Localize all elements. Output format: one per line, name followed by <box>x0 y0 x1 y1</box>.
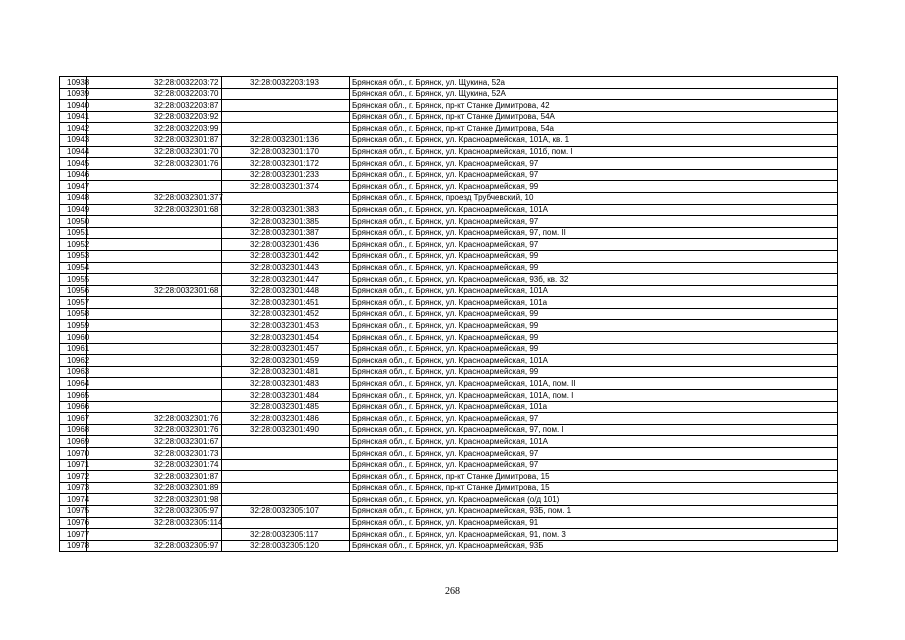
row-number-cell: 10969 <box>60 436 87 448</box>
address-cell: Брянская обл., г. Брянск, ул. Красноармейская, 91, пом. 3 <box>350 529 838 541</box>
address-cell: Брянская обл., г. Брянск, ул. Красноармейская, 99 <box>350 308 838 320</box>
cadastral-number-cell: 32:28:0032301:76 <box>87 158 222 170</box>
table-body <box>60 77 838 552</box>
related-cadastral-number-cell: 32:28:0032301:481 <box>222 366 350 378</box>
cadastral-number-cell <box>87 401 222 413</box>
related-cadastral-number-cell <box>222 459 350 471</box>
related-cadastral-number-cell <box>222 471 350 483</box>
row-number-cell: 10970 <box>60 448 87 460</box>
row-number-cell: 10952 <box>60 239 87 251</box>
related-cadastral-number-cell: 32:28:0032301:172 <box>222 158 350 170</box>
row-number-cell: 10948 <box>60 192 87 204</box>
cadastral-number-cell <box>87 320 222 332</box>
related-cadastral-number-cell: 32:28:0032301:457 <box>222 343 350 355</box>
table-row <box>60 540 838 552</box>
table-row <box>60 169 838 181</box>
related-cadastral-number-cell: 32:28:0032301:387 <box>222 227 350 239</box>
row-number-cell: 10947 <box>60 181 87 193</box>
address-cell: Брянская обл., г. Брянск, ул. Красноармейская, 99 <box>350 320 838 332</box>
address-cell: Брянская обл., г. Брянск, ул. Красноармейская, 101б, пом. I <box>350 146 838 158</box>
cadastral-number-cell <box>87 169 222 181</box>
row-number-cell: 10976 <box>60 517 87 529</box>
table-row <box>60 529 838 541</box>
related-cadastral-number-cell: 32:28:0032301:484 <box>222 390 350 402</box>
row-number-cell: 10974 <box>60 494 87 506</box>
address-cell: Брянская обл., г. Брянск, ул. Красноармейская, 97 <box>350 459 838 471</box>
table-row <box>60 158 838 170</box>
address-cell: Брянская обл., г. Брянск, ул. Красноармейская, 101а <box>350 401 838 413</box>
address-cell: Брянская обл., г. Брянск, ул. Красноармейская, 97 <box>350 448 838 460</box>
table-row <box>60 413 838 425</box>
cadastral-number-cell <box>87 297 222 309</box>
address-cell: Брянская обл., г. Брянск, ул. Красноармейская, 101А <box>350 285 838 297</box>
cadastral-number-cell <box>87 227 222 239</box>
address-cell: Брянская обл., г. Брянск, ул. Щукина, 52а <box>350 77 838 89</box>
address-cell: Брянская обл., г. Брянск, ул. Красноармейская, 101А <box>350 355 838 367</box>
cadastral-number-cell: 32:28:0032301:70 <box>87 146 222 158</box>
related-cadastral-number-cell: 32:28:0032301:448 <box>222 285 350 297</box>
table-row <box>60 436 838 448</box>
row-number-cell: 10964 <box>60 378 87 390</box>
address-cell: Брянская обл., г. Брянск, ул. Красноармейская, 99 <box>350 332 838 344</box>
address-cell: Брянская обл., г. Брянск, ул. Красноармейская, 99 <box>350 366 838 378</box>
address-cell: Брянская обл., г. Брянск, пр-кт Станке Димитрова, 42 <box>350 100 838 112</box>
cadastral-number-cell: 32:28:0032301:98 <box>87 494 222 506</box>
row-number-cell: 10945 <box>60 158 87 170</box>
table-row <box>60 424 838 436</box>
row-number-cell: 10967 <box>60 413 87 425</box>
address-cell: Брянская обл., г. Брянск, пр-кт Станке Димитрова, 54А <box>350 111 838 123</box>
table-row <box>60 517 838 529</box>
table-row <box>60 146 838 158</box>
related-cadastral-number-cell <box>222 192 350 204</box>
cadastral-number-cell: 32:28:0032305:97 <box>87 540 222 552</box>
table-row <box>60 494 838 506</box>
table-row <box>60 401 838 413</box>
table-row <box>60 343 838 355</box>
table-row <box>60 192 838 204</box>
row-number-cell: 10977 <box>60 529 87 541</box>
cadastral-number-cell: 32:28:0032305:114 <box>87 517 222 529</box>
table-row <box>60 366 838 378</box>
cadastral-number-cell <box>87 308 222 320</box>
related-cadastral-number-cell: 32:28:0032301:443 <box>222 262 350 274</box>
related-cadastral-number-cell <box>222 100 350 112</box>
related-cadastral-number-cell <box>222 436 350 448</box>
row-number-cell: 10975 <box>60 505 87 517</box>
related-cadastral-number-cell: 32:28:0032301:233 <box>222 169 350 181</box>
related-cadastral-number-cell: 32:28:0032301:374 <box>222 181 350 193</box>
table-row <box>60 448 838 460</box>
table-row <box>60 262 838 274</box>
row-number-cell: 10958 <box>60 308 87 320</box>
related-cadastral-number-cell <box>222 448 350 460</box>
address-cell: Брянская обл., г. Брянск, ул. Красноармейская, 93б, кв. 32 <box>350 274 838 286</box>
table-row <box>60 297 838 309</box>
cadastral-number-cell: 32:28:0032301:76 <box>87 424 222 436</box>
row-number-cell: 10966 <box>60 401 87 413</box>
cadastral-number-cell <box>87 529 222 541</box>
row-number-cell: 10965 <box>60 390 87 402</box>
address-cell: Брянская обл., г. Брянск, ул. Красноармейская, 101А, пом. II <box>350 378 838 390</box>
related-cadastral-number-cell: 32:28:0032301:447 <box>222 274 350 286</box>
row-number-cell: 10941 <box>60 111 87 123</box>
table-row <box>60 332 838 344</box>
row-number-cell: 10957 <box>60 297 87 309</box>
address-cell: Брянская обл., г. Брянск, ул. Красноармейская, 101а <box>350 297 838 309</box>
address-cell: Брянская обл., г. Брянск, ул. Красноармейская, 101А, кв. 1 <box>350 134 838 146</box>
row-number-cell: 10978 <box>60 540 87 552</box>
cadastral-number-cell <box>87 181 222 193</box>
row-number-cell: 10939 <box>60 88 87 100</box>
table-row <box>60 471 838 483</box>
cadastral-number-cell <box>87 378 222 390</box>
related-cadastral-number-cell: 32:28:0032301:483 <box>222 378 350 390</box>
address-cell: Брянская обл., г. Брянск, ул. Красноармейская, 101А <box>350 436 838 448</box>
table-row <box>60 250 838 262</box>
row-number-cell: 10960 <box>60 332 87 344</box>
cadastral-number-cell <box>87 390 222 402</box>
row-number-cell: 10968 <box>60 424 87 436</box>
related-cadastral-number-cell: 32:28:0032301:436 <box>222 239 350 251</box>
related-cadastral-number-cell <box>222 123 350 135</box>
cadastral-number-cell: 32:28:0032301:68 <box>87 285 222 297</box>
address-cell: Брянская обл., г. Брянск, ул. Красноармейская, 97 <box>350 158 838 170</box>
row-number-cell: 10953 <box>60 250 87 262</box>
related-cadastral-number-cell: 32:28:0032301:170 <box>222 146 350 158</box>
row-number-cell: 10944 <box>60 146 87 158</box>
table-row <box>60 390 838 402</box>
cadastral-number-cell: 32:28:0032203:92 <box>87 111 222 123</box>
cadastral-number-cell: 32:28:0032301:67 <box>87 436 222 448</box>
address-cell: Брянская обл., г. Брянск, ул. Красноармейская, 99 <box>350 262 838 274</box>
cadastral-number-cell <box>87 262 222 274</box>
cadastral-number-cell <box>87 239 222 251</box>
address-cell: Брянская обл., г. Брянск, пр-кт Станке Димитрова, 54а <box>350 123 838 135</box>
table-row <box>60 378 838 390</box>
cadastral-number-cell: 32:28:0032301:87 <box>87 134 222 146</box>
address-cell: Брянская обл., г. Брянск, ул. Щукина, 52А <box>350 88 838 100</box>
row-number-cell: 10956 <box>60 285 87 297</box>
row-number-cell: 10959 <box>60 320 87 332</box>
table-row <box>60 239 838 251</box>
row-number-cell: 10962 <box>60 355 87 367</box>
address-cell: Брянская обл., г. Брянск, ул. Красноармейская, 93Б, пом. 1 <box>350 505 838 517</box>
row-number-cell: 10942 <box>60 123 87 135</box>
table-row <box>60 123 838 135</box>
row-number-cell: 10972 <box>60 471 87 483</box>
table-row <box>60 274 838 286</box>
related-cadastral-number-cell: 32:28:0032301:486 <box>222 413 350 425</box>
address-cell: Брянская обл., г. Брянск, пр-кт Станке Димитрова, 15 <box>350 482 838 494</box>
row-number-cell: 10971 <box>60 459 87 471</box>
row-number-cell: 10973 <box>60 482 87 494</box>
table-row <box>60 77 838 89</box>
related-cadastral-number-cell: 32:28:0032301:383 <box>222 204 350 216</box>
table-row <box>60 355 838 367</box>
table-row <box>60 459 838 471</box>
cadastral-number-cell: 32:28:0032301:87 <box>87 471 222 483</box>
row-number-cell: 10950 <box>60 216 87 228</box>
related-cadastral-number-cell <box>222 517 350 529</box>
related-cadastral-number-cell: 32:28:0032301:453 <box>222 320 350 332</box>
table-row <box>60 482 838 494</box>
cadastral-number-cell <box>87 250 222 262</box>
row-number-cell: 10963 <box>60 366 87 378</box>
page-number: 268 <box>445 586 460 597</box>
table-row <box>60 204 838 216</box>
related-cadastral-number-cell <box>222 111 350 123</box>
address-cell: Брянская обл., г. Брянск, ул. Красноармейская, 97, пом. I <box>350 424 838 436</box>
row-number-cell: 10949 <box>60 204 87 216</box>
related-cadastral-number-cell: 32:28:0032305:117 <box>222 529 350 541</box>
address-cell: Брянская обл., г. Брянск, ул. Красноармейская (о/д 101) <box>350 494 838 506</box>
address-cell: Брянская обл., г. Брянск, ул. Красноармейская, 91 <box>350 517 838 529</box>
row-number-cell: 10938 <box>60 77 87 89</box>
cadastral-number-cell: 32:28:0032301:68 <box>87 204 222 216</box>
cadastral-number-cell: 32:28:0032203:72 <box>87 77 222 89</box>
cadastral-number-cell <box>87 343 222 355</box>
row-number-cell: 10943 <box>60 134 87 146</box>
address-cell: Брянская обл., г. Брянск, ул. Красноармейская, 99 <box>350 250 838 262</box>
table-row <box>60 100 838 112</box>
table-row <box>60 227 838 239</box>
row-number-cell: 10961 <box>60 343 87 355</box>
row-number-cell: 10954 <box>60 262 87 274</box>
related-cadastral-number-cell: 32:28:0032301:485 <box>222 401 350 413</box>
row-number-cell: 10955 <box>60 274 87 286</box>
related-cadastral-number-cell <box>222 494 350 506</box>
cadastral-number-cell: 32:28:0032203:99 <box>87 123 222 135</box>
cadastral-number-cell: 32:28:0032203:70 <box>87 88 222 100</box>
address-cell: Брянская обл., г. Брянск, ул. Красноармейская, 101А, пом. I <box>350 390 838 402</box>
table-row <box>60 111 838 123</box>
related-cadastral-number-cell: 32:28:0032301:490 <box>222 424 350 436</box>
related-cadastral-number-cell: 32:28:0032305:107 <box>222 505 350 517</box>
related-cadastral-number-cell: 32:28:0032301:459 <box>222 355 350 367</box>
address-cell: Брянская обл., г. Брянск, ул. Красноармейская, 97, пом. II <box>350 227 838 239</box>
table-row <box>60 320 838 332</box>
related-cadastral-number-cell: 32:28:0032301:136 <box>222 134 350 146</box>
cadastral-number-cell <box>87 332 222 344</box>
table-row <box>60 181 838 193</box>
cadastral-number-cell <box>87 366 222 378</box>
cadastral-number-cell: 32:28:0032301:76 <box>87 413 222 425</box>
related-cadastral-number-cell <box>222 482 350 494</box>
related-cadastral-number-cell: 32:28:0032203:193 <box>222 77 350 89</box>
cadastral-number-cell <box>87 216 222 228</box>
cadastral-number-cell: 32:28:0032301:377 <box>87 192 222 204</box>
address-cell: Брянская обл., г. Брянск, ул. Красноармейская, 101А <box>350 204 838 216</box>
address-cell: Брянская обл., г. Брянск, ул. Красноармейская, 99 <box>350 343 838 355</box>
row-number-cell: 10946 <box>60 169 87 181</box>
related-cadastral-number-cell: 32:28:0032301:452 <box>222 308 350 320</box>
table-row <box>60 134 838 146</box>
cadastral-table <box>59 76 838 552</box>
address-cell: Брянская обл., г. Брянск, ул. Красноармейская, 97 <box>350 216 838 228</box>
address-cell: Брянская обл., г. Брянск, пр-кт Станке Димитрова, 15 <box>350 471 838 483</box>
related-cadastral-number-cell: 32:28:0032301:442 <box>222 250 350 262</box>
address-cell: Брянская обл., г. Брянск, проезд Трубчевский, 10 <box>350 192 838 204</box>
cadastral-number-cell: 32:28:0032301:89 <box>87 482 222 494</box>
table-row <box>60 505 838 517</box>
cadastral-number-cell <box>87 355 222 367</box>
row-number-cell: 10940 <box>60 100 87 112</box>
related-cadastral-number-cell: 32:28:0032301:385 <box>222 216 350 228</box>
related-cadastral-number-cell <box>222 88 350 100</box>
cadastral-number-cell: 32:28:0032301:74 <box>87 459 222 471</box>
table-row <box>60 285 838 297</box>
cadastral-number-cell: 32:28:0032203:87 <box>87 100 222 112</box>
related-cadastral-number-cell: 32:28:0032301:454 <box>222 332 350 344</box>
address-cell: Брянская обл., г. Брянск, ул. Красноармейская, 97 <box>350 239 838 251</box>
address-cell: Брянская обл., г. Брянск, ул. Красноармейская, 99 <box>350 181 838 193</box>
related-cadastral-number-cell: 32:28:0032305:120 <box>222 540 350 552</box>
table-row <box>60 216 838 228</box>
row-number-cell: 10951 <box>60 227 87 239</box>
table-row <box>60 308 838 320</box>
table-row <box>60 88 838 100</box>
related-cadastral-number-cell: 32:28:0032301:451 <box>222 297 350 309</box>
address-cell: Брянская обл., г. Брянск, ул. Красноармейская, 97 <box>350 169 838 181</box>
cadastral-number-cell: 32:28:0032305:97 <box>87 505 222 517</box>
cadastral-number-cell: 32:28:0032301:73 <box>87 448 222 460</box>
address-cell: Брянская обл., г. Брянск, ул. Красноармейская, 93Б <box>350 540 838 552</box>
address-cell: Брянская обл., г. Брянск, ул. Красноармейская, 97 <box>350 413 838 425</box>
cadastral-number-cell <box>87 274 222 286</box>
